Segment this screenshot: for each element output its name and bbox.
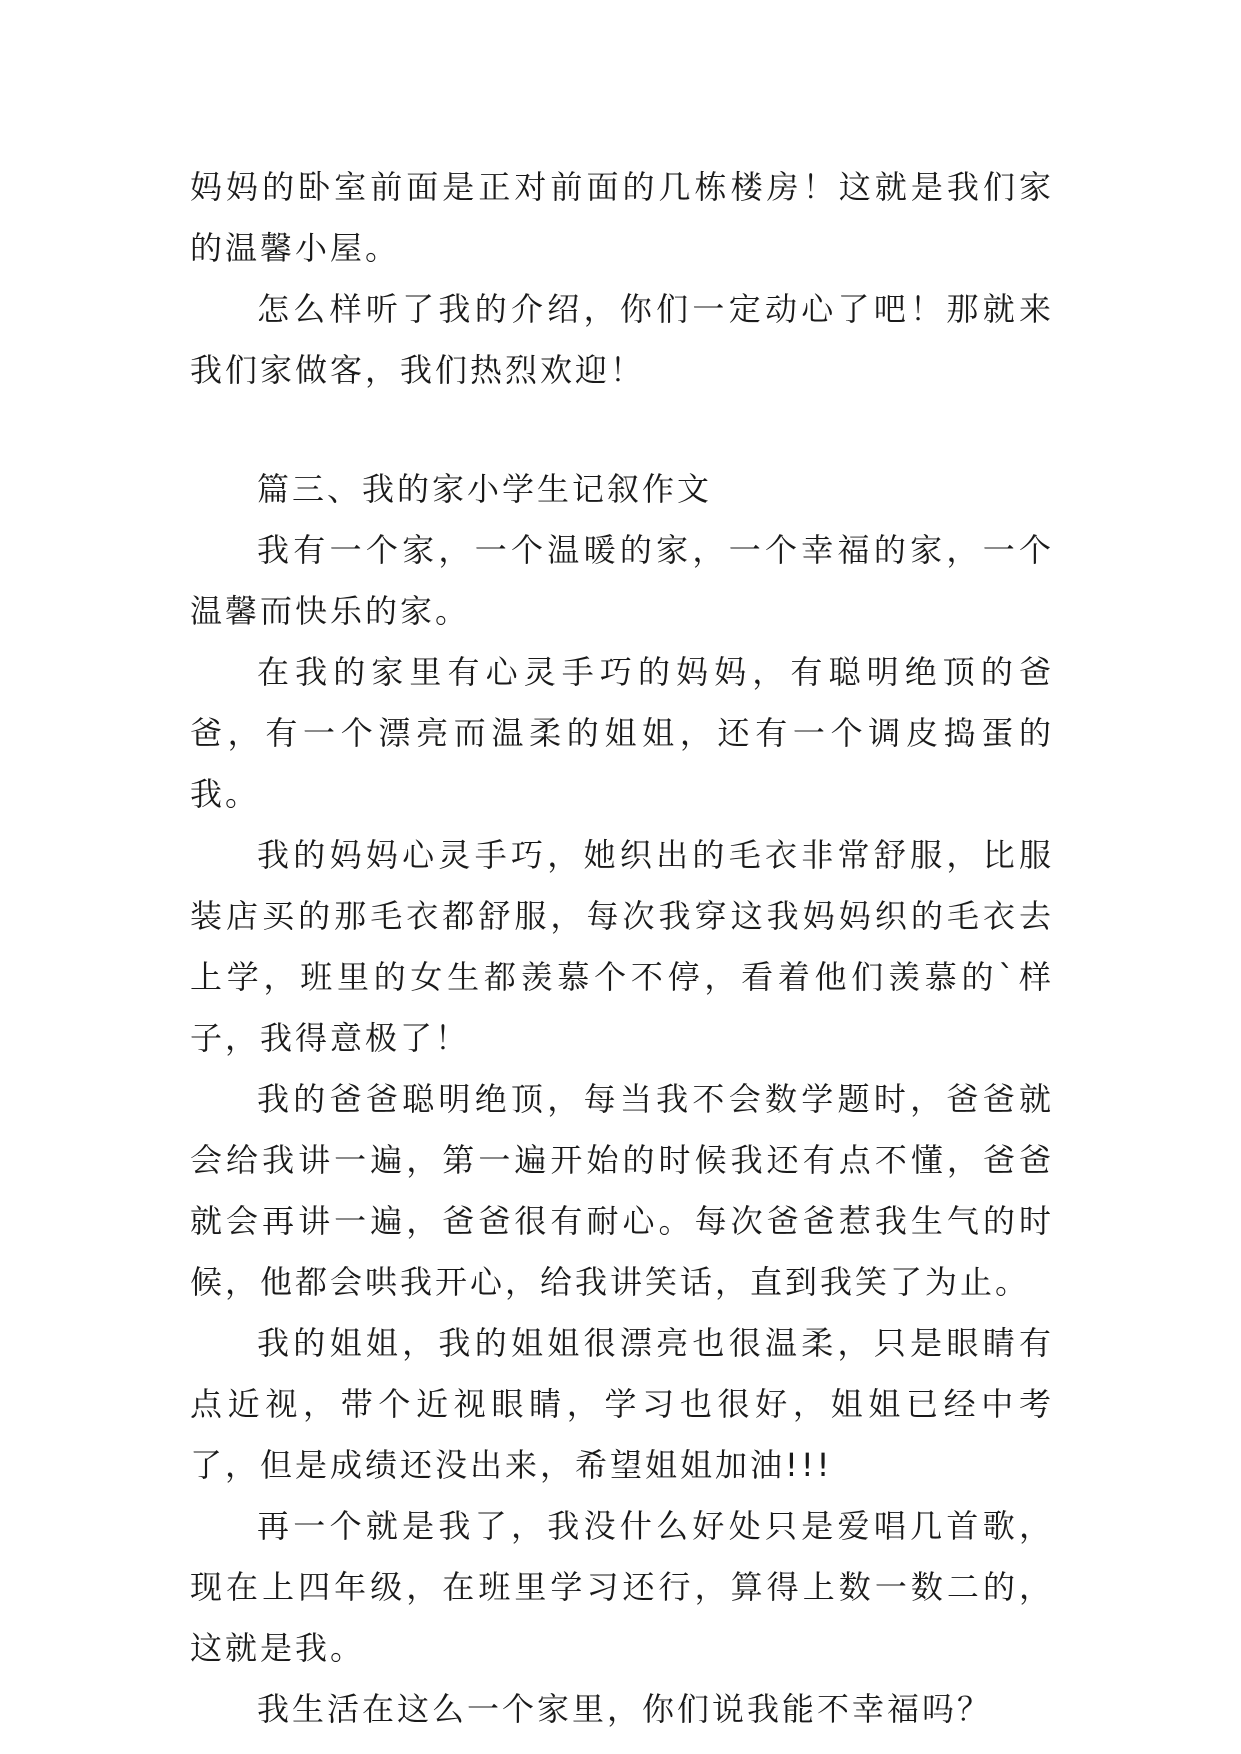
paragraph: 我的爸爸聪明绝顶，每当我不会数学题时，爸爸就会给我讲一遍，第一遍开始的时候我还有点不懂，爸爸就会再讲一遍，爸爸很有耐心。每次爸爸惹我生气的时候，他都会哄我开心，给我讲笑话，直到我笑了为止。 bbox=[190, 1080, 1054, 1301]
paragraph: 我的姐姐，我的姐姐很漂亮也很温柔，只是眼睛有点近视，带个近视眼睛，学习也很好，姐姐已经中考了，但是成绩还没出来，希望姐姐加油!!! bbox=[190, 1324, 1054, 1484]
paragraph: 妈妈的卧室前面是正对前面的几栋楼房！这就是我们家的温馨小屋。 bbox=[190, 168, 1054, 267]
section-title: 篇三、我的家小学生记叙作文 bbox=[257, 470, 713, 508]
paragraph: 我生活在这么一个家里，你们说我能不幸福吗？ bbox=[257, 1690, 993, 1728]
paragraph: 再一个就是我了，我没什么好处只是爱唱几首歌，现在上四年级，在班里学习还行，算得上数一数二的，这就是我。 bbox=[190, 1507, 1054, 1667]
document-body bbox=[190, 157, 1054, 1740]
paragraph: 怎么样听了我的介绍，你们一定动心了吧！那就来我们家做客，我们热烈欢迎！ bbox=[190, 290, 1054, 389]
paragraph: 我的妈妈心灵手巧，她织出的毛衣非常舒服，比服装店买的那毛衣都舒服，每次我穿这我妈妈织的毛衣去上学，班里的女生都羡慕个不停，看着他们羡慕的`样子，我得意极了！ bbox=[190, 836, 1054, 1057]
section-spacer bbox=[190, 401, 1054, 459]
paragraph: 我有一个家，一个温暖的家，一个幸福的家，一个温馨而快乐的家。 bbox=[190, 531, 1054, 630]
paragraph: 在我的家里有心灵手巧的妈妈，有聪明绝顶的爸爸，有一个漂亮而温柔的姐姐，还有一个调皮捣蛋的我。 bbox=[190, 653, 1054, 813]
